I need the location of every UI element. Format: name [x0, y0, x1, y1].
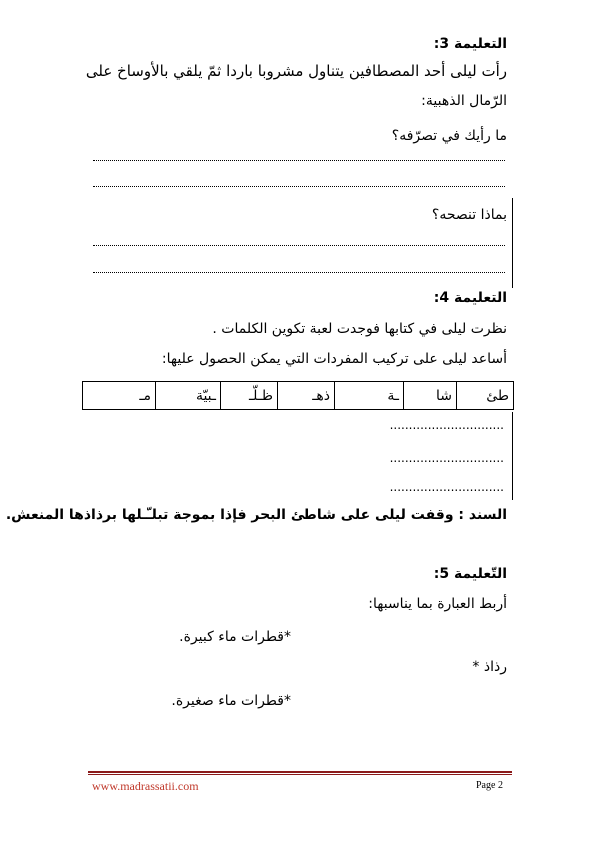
syllable-table — [82, 381, 514, 410]
task3-paragraph-line1: رأت ليلى أحد المصطافين يتناول مشروبا باردا ثمّ يلقي بالأوساخ على — [85, 62, 507, 80]
syllable-cell: مـ — [83, 382, 156, 410]
match-option-large-drops[interactable]: *قطرات ماء كبيرة. — [179, 629, 291, 645]
syllable-cell: ـة — [335, 382, 404, 410]
answer-line[interactable] — [93, 186, 505, 187]
footer-rule — [88, 771, 512, 773]
answer-line[interactable]: .............................. — [389, 451, 504, 465]
syllable-cell: ذهـ — [278, 382, 335, 410]
answer-line[interactable] — [93, 272, 505, 273]
task3-heading: التعليمة 3: — [433, 36, 507, 52]
answer-line[interactable] — [93, 245, 505, 246]
margin-rule — [512, 198, 513, 288]
sanad-label: السند : — [458, 507, 507, 523]
syllable-cell: ـبيّة — [156, 382, 221, 410]
syllable-cell: طئ — [457, 382, 514, 410]
task3-question-advice: بماذا تنصحه؟ — [431, 207, 507, 223]
margin-rule — [512, 412, 513, 500]
footer-rule — [88, 774, 512, 775]
task3-question-opinion: ما رأيك في تصرّفه؟ — [391, 128, 507, 144]
syllable-cell: ظـلّـ — [221, 382, 278, 410]
sanad-text: وقفت ليلى على شاطئ البحر فإذا بموجة تبلـّـلها برذاذها المنعش. — [5, 507, 454, 523]
task3-paragraph-line2: الرّمال الذهبية: — [421, 93, 507, 109]
match-word[interactable]: رذاذ * — [472, 659, 507, 675]
table-row — [83, 382, 514, 410]
answer-line[interactable]: .............................. — [389, 418, 504, 432]
answer-line[interactable] — [93, 160, 505, 161]
page-number: Page 2 — [476, 780, 503, 791]
syllable-cell: شا — [404, 382, 457, 410]
footer-url-link[interactable]: www.madrassatii.com — [92, 779, 199, 793]
task4-paragraph-line2: أساعد ليلى على تركيب المفردات التي يمكن الحصول عليها: — [161, 351, 507, 367]
sanad-line — [6, 507, 507, 523]
task5-instruction: أربط العبارة بما يناسبها: — [368, 596, 507, 612]
task5-heading: التّعليمة 5: — [433, 566, 507, 582]
task4-paragraph-line1: نظرت ليلى في كتابها فوجدت لعبة تكوين الكلمات . — [212, 321, 507, 337]
task4-heading: التعليمة 4: — [433, 290, 507, 306]
answer-line[interactable]: .............................. — [389, 480, 504, 494]
match-option-small-drops[interactable]: *قطرات ماء صغيرة. — [171, 693, 291, 709]
